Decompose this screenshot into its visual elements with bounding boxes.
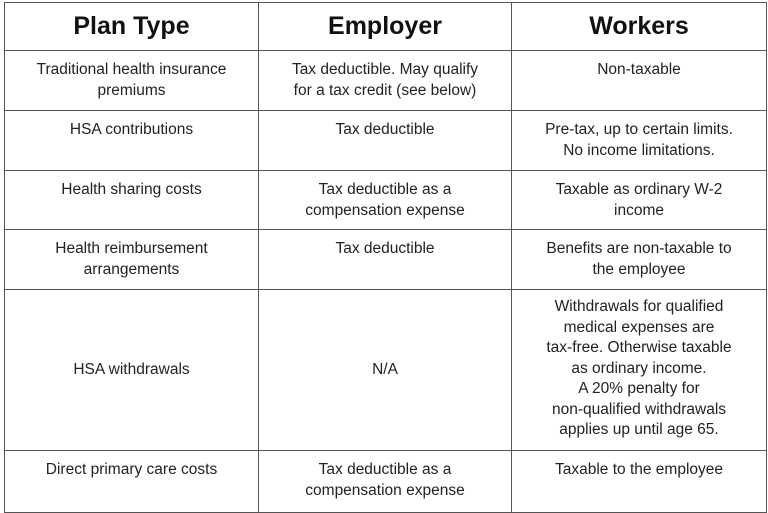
plan-type-cell xyxy=(5,290,259,451)
employer-cell xyxy=(259,171,512,230)
cell-line: compensation expense xyxy=(305,201,465,219)
table-row xyxy=(5,51,767,111)
header-plan-type: Plan Type xyxy=(5,3,259,51)
cell-line: compensation expense xyxy=(305,481,465,499)
cell-line: Taxable to the employee xyxy=(554,461,724,478)
cell-line: Tax deductible as a xyxy=(318,461,452,478)
cell-line: Pre-tax, up to certain limits. xyxy=(545,121,733,138)
cell-line: HSA withdrawals xyxy=(73,360,190,378)
plan-type-cell xyxy=(5,51,259,111)
cell-line: the employee xyxy=(592,260,686,278)
cell-line: Direct primary care costs xyxy=(45,461,218,478)
employer-cell xyxy=(259,230,512,290)
cell-line: Tax deductible xyxy=(335,240,435,257)
workers-cell xyxy=(512,51,767,111)
workers-cell xyxy=(512,230,767,290)
table-row xyxy=(5,290,767,451)
employer-cell xyxy=(259,111,512,171)
cell-line: applies up until age 65. xyxy=(559,421,719,438)
workers-cell xyxy=(512,171,767,230)
cell-line: A 20% penalty for xyxy=(578,380,700,397)
cell-line: Traditional health insurance xyxy=(36,61,227,78)
table-row xyxy=(5,111,767,171)
table-row xyxy=(5,171,767,230)
plan-type-cell xyxy=(5,230,259,290)
header-employer: Employer xyxy=(259,3,512,51)
cell-line: tax-free. Otherwise taxable xyxy=(546,339,732,356)
cell-line: Benefits are non-taxable to xyxy=(546,240,732,257)
cell-line: Taxable as ordinary W-2 xyxy=(555,181,723,198)
cell-line: arrangements xyxy=(83,260,180,278)
plan-comparison-table xyxy=(4,2,767,513)
header-row xyxy=(5,3,767,51)
cell-line: for a tax credit (see below) xyxy=(293,81,477,99)
cell-line: Tax deductible as a xyxy=(318,181,452,198)
plan-type-cell xyxy=(5,451,259,513)
cell-line: HSA contributions xyxy=(69,121,194,138)
cell-line: Withdrawals for qualified xyxy=(554,298,724,315)
cell-line: No income limitations. xyxy=(563,141,715,159)
workers-cell xyxy=(512,451,767,513)
cell-line: Tax deductible xyxy=(335,121,435,138)
cell-line: non-qualified withdrawals xyxy=(551,400,727,418)
employer-cell xyxy=(259,451,512,513)
cell-line: Tax deductible. May qualify xyxy=(291,61,479,78)
table-row xyxy=(5,451,767,513)
header-workers: Workers xyxy=(512,3,767,51)
cell-line: Non-taxable xyxy=(597,61,681,78)
workers-cell xyxy=(512,111,767,171)
workers-cell xyxy=(512,290,767,451)
employer-cell xyxy=(259,290,512,451)
cell-line: as ordinary income. xyxy=(571,359,707,377)
cell-line: medical expenses are xyxy=(563,318,715,336)
plan-type-cell xyxy=(5,171,259,230)
cell-line: Health reimbursement xyxy=(55,240,208,257)
cell-line: Health sharing costs xyxy=(61,181,202,198)
plan-type-cell xyxy=(5,111,259,171)
cell-line: N/A xyxy=(372,360,398,378)
cell-line: income xyxy=(614,201,664,219)
cell-line: premiums xyxy=(97,81,166,99)
table-row xyxy=(5,230,767,290)
employer-cell xyxy=(259,51,512,111)
